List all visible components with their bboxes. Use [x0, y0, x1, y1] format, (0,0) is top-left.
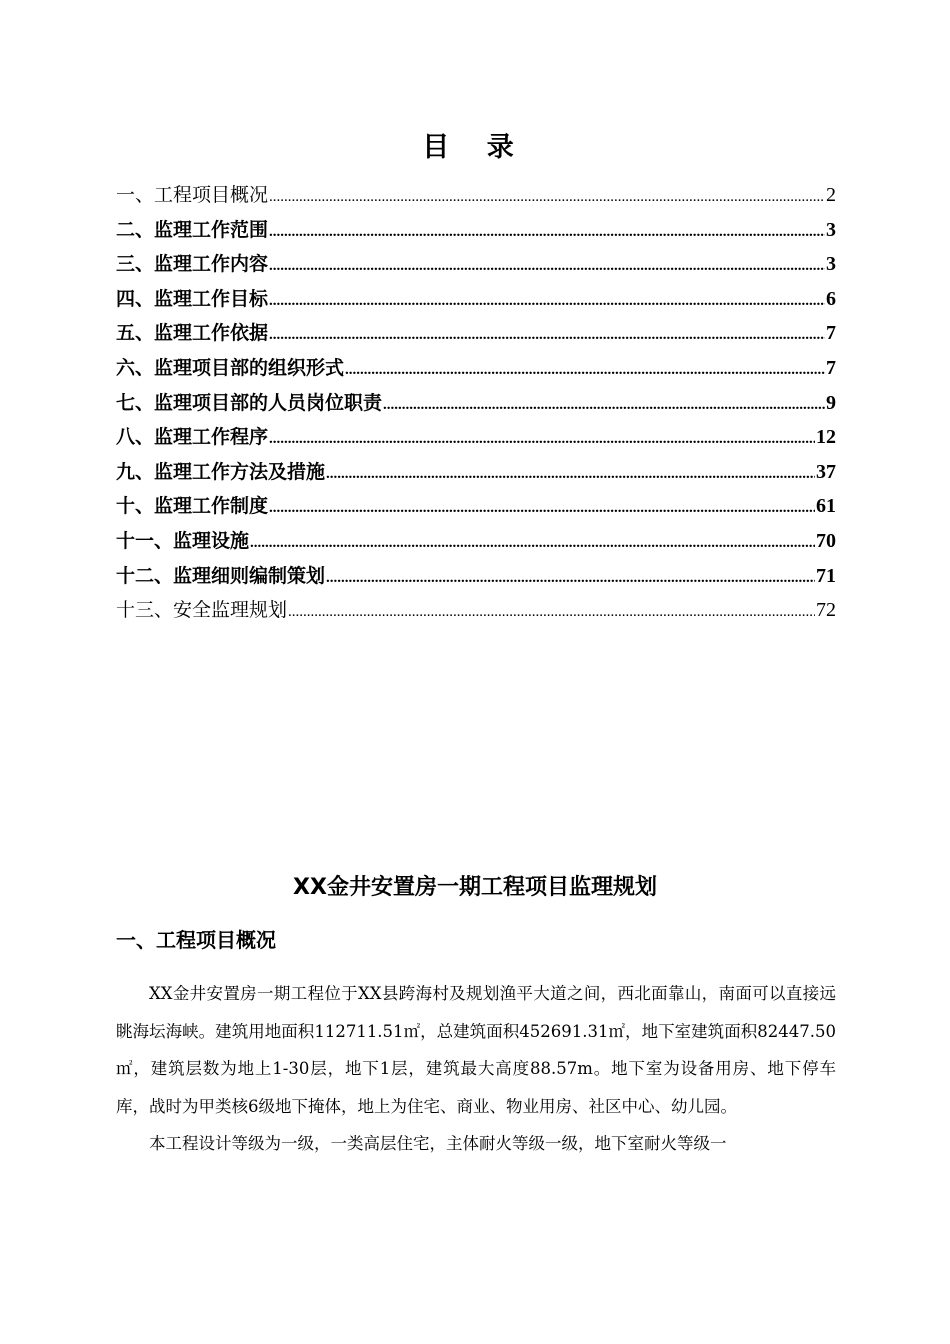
toc-entry-label: 六、监理项目部的组织形式	[116, 356, 345, 379]
toc-dot-leader	[250, 526, 815, 561]
toc-entry-label: 十、监理工作制度	[116, 495, 269, 518]
toc-entry-page: 7	[826, 356, 836, 379]
toc-entry[interactable]	[116, 178, 836, 213]
toc-entry[interactable]	[116, 386, 836, 421]
paragraph: 本工程设计等级为一级，一类高层住宅，主体耐火等级一级，地下室耐火等级一	[149, 1134, 727, 1153]
toc-entry[interactable]	[116, 524, 836, 559]
toc-entry[interactable]	[116, 455, 836, 490]
toc-dot-leader	[326, 457, 815, 492]
toc-entry[interactable]	[116, 593, 836, 628]
toc-entry[interactable]	[116, 489, 836, 524]
toc-entry-label: 三、监理工作内容	[116, 253, 269, 276]
toc-dot-leader	[269, 284, 825, 319]
toc-entry-page: 71	[816, 564, 836, 587]
toc-entry[interactable]	[116, 420, 836, 455]
toc-entry-label: 十三、安全监理规划	[116, 599, 288, 622]
toc-dot-leader	[269, 249, 825, 284]
toc-entry-page: 12	[816, 426, 836, 449]
toc-entry-label: 二、监理工作范围	[116, 218, 269, 241]
document-title: XX金井安置房一期工程项目监理规划	[293, 875, 657, 900]
toc-dot-leader	[269, 318, 825, 353]
toc-entry-label: 一、工程项目概况	[116, 184, 269, 206]
toc-entry[interactable]	[116, 213, 836, 248]
toc-entry-page: 70	[816, 529, 836, 552]
table-of-contents	[116, 178, 836, 628]
section-heading: 一、工程项目概况	[116, 928, 276, 952]
toc-entry-page: 3	[826, 253, 836, 276]
toc-entry-page: 61	[816, 495, 836, 518]
toc-entry-page: 72	[816, 599, 836, 622]
toc-dot-leader	[345, 353, 825, 388]
toc-entry[interactable]	[116, 559, 836, 594]
toc-dot-leader	[269, 180, 825, 215]
toc-entry-page: 37	[816, 460, 836, 483]
paragraph: XX金井安置房一期工程位于XX县跨海村及规划渔平大道之间，西北面靠山，南面可以直接远眺海坛海峡。建筑用地面积112711.51㎡，总建筑面积452691.31㎡，地下室建筑面积82447.50㎡，建筑层数为地上1-30层，地下1层，建筑最大高度88.57m。地下室为设备用房、地下停车库，战时为甲类核6级地下掩体，地上为住宅、商业、物业用房、社区中心、幼儿园。	[116, 984, 836, 1116]
toc-entry-label: 四、监理工作目标	[116, 287, 269, 310]
toc-entry-label: 十二、监理细则编制策划	[116, 564, 326, 587]
toc-entry[interactable]	[116, 247, 836, 282]
toc-entry-page: 6	[826, 287, 836, 310]
toc-entry-label: 七、监理项目部的人员岗位职责	[116, 391, 383, 414]
toc-entry-page: 3	[826, 218, 836, 241]
toc-entry-page: 9	[826, 391, 836, 414]
toc-dot-leader	[288, 595, 815, 630]
toc-entry-label: 九、监理工作方法及措施	[116, 460, 326, 483]
toc-entry[interactable]	[116, 316, 836, 351]
body-text	[116, 975, 836, 1163]
toc-entry-label: 十一、监理设施	[116, 529, 250, 552]
toc-entry[interactable]	[116, 282, 836, 317]
toc-dot-leader	[269, 491, 815, 526]
toc-title: 目 录	[422, 132, 528, 163]
toc-dot-leader	[269, 215, 825, 250]
toc-entry[interactable]	[116, 351, 836, 386]
toc-entry-label: 八、监理工作程序	[116, 426, 269, 449]
toc-dot-leader	[383, 388, 825, 423]
toc-entry-page: 2	[826, 184, 836, 206]
toc-dot-leader	[326, 561, 815, 596]
toc-entry-page: 7	[826, 322, 836, 345]
toc-entry-label: 五、监理工作依据	[116, 322, 269, 345]
toc-dot-leader	[269, 422, 815, 457]
